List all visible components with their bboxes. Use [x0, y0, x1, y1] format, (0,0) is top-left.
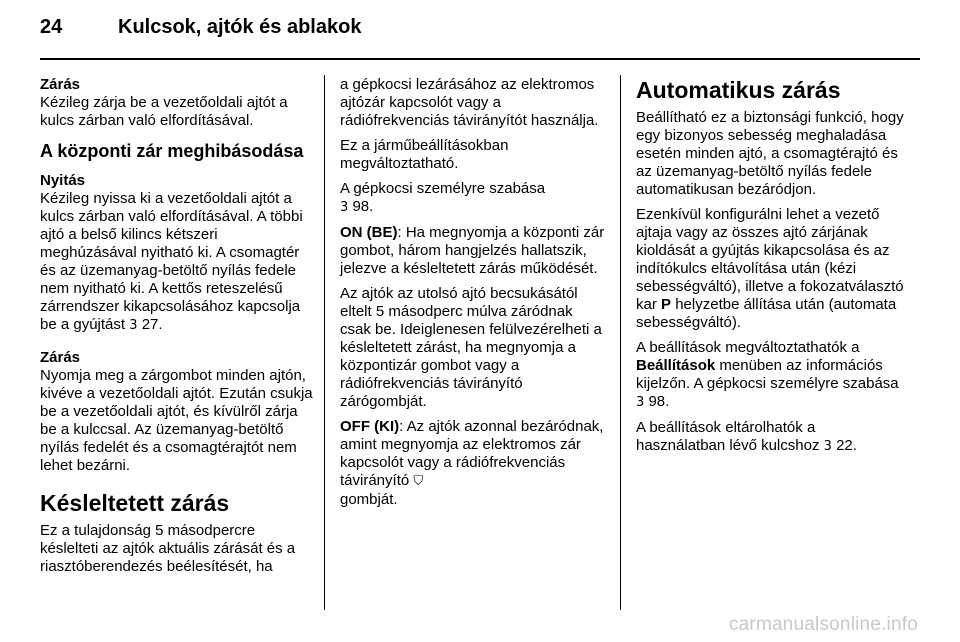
- paragraph-nyitas: [40, 190, 315, 335]
- section-heading-delayed-lock: Késleltetett zárás: [40, 490, 230, 516]
- paragraph-key-storage: [636, 419, 906, 456]
- paragraph-settings-note: Ez a járműbeállításokban megváltoztatható.: [340, 137, 509, 172]
- paragraph-delay-details: Az ajtók az utolsó ajtó becsukásától eltelt 5 másodperc múlva záródnak csak be. Ideiglenesen felülvezérelheti a késleltetett zárást, ha megnyomja a központizár gombot vagy a rádiófrekvenciás távirányító zárógombját.: [340, 285, 602, 410]
- paragraph-auto-lock-intro: Beállítható ez a biztonsági funkció, hogy egy bizonyos sebesség meghaladása esetén minden ajtó, a csomagtérajtó és az üzemanyag-betöltő nyílás fedele automatikusan bezáródjon.: [636, 109, 904, 198]
- paragraph-zaras-2: Nyomja meg a zárgombot minden ajtón, kivéve a vezetőoldali ajtót. Ezután csukja be a vezetőoldali ajtót, és kívülről zárja be a kulccsal. Az üzemanyag-betöltő nyílás fedelét és a csomagtérajtót nem lehet bezárni.: [40, 367, 313, 474]
- column-3: [636, 76, 906, 463]
- page-title: Kulcsok, ajtók és ablakok: [118, 16, 362, 38]
- page-ref[interactable]: 22.: [836, 437, 857, 454]
- subheading-zaras: Zárás: [40, 76, 81, 93]
- page-ref-arrow-icon: 3: [340, 200, 349, 215]
- paragraph-personalization-ref: [340, 180, 605, 217]
- watermark: carmanualsonline.info: [728, 614, 918, 635]
- page-number: 24: [40, 16, 63, 38]
- page-ref-arrow-icon: 3: [636, 395, 645, 410]
- paragraph-delayed-intro: Ez a tulajdonság 5 másodpercre késlelteti az ajtók aktuális zárását és a riasztóberendezés beélesítését, ha: [40, 522, 296, 575]
- off-label: OFF (KI): [340, 418, 400, 435]
- page-ref[interactable]: 27.: [141, 316, 163, 333]
- paragraph-lock-switch: a gépkocsi lezárásához az elektromos ajtózár kapcsolót vagy a rádiófrekvenciás távirányítót használja.: [340, 76, 599, 129]
- unlock-text-b: helyzetbe állítása után (automata sebességváltó).: [636, 296, 897, 331]
- paragraph-off: [340, 418, 605, 509]
- personalization-text: A gépkocsi személyre szabása: [340, 180, 546, 197]
- on-text: : Ha megnyomja a központi zár gombot, három hangjelzés hallatszik, jelezve a késleltetett zárás működését.: [340, 224, 605, 277]
- column-2: [340, 76, 605, 516]
- section-heading-central-lock-failure: A központi zár meghibásodása: [40, 141, 304, 161]
- page-ref[interactable]: 98.: [648, 393, 670, 410]
- section-heading-auto-lock: Automatikus zárás: [636, 77, 841, 103]
- header-rule: [40, 58, 920, 60]
- key-storage-text: A beállítások eltárolhatók a használatban lévő kulcshoz: [636, 419, 820, 454]
- subheading-zaras-2: Zárás: [40, 349, 81, 366]
- remote-lock-icon: ⛉: [413, 474, 424, 489]
- off-tail: gombját.: [340, 491, 398, 508]
- column-divider-1: [324, 75, 325, 610]
- paragraph-zaras-manual: Kézileg zárja be a vezetőoldali ajtót a kulcs zárban való elfordításával.: [40, 94, 288, 129]
- paragraph-unlock-config: [636, 206, 906, 332]
- page-header: [40, 16, 361, 46]
- off-text: : Az ajtók azonnal bezáródnak, amint megnyomja az elektromos zár kapcsolót vagy a rádiófrekvenciás távirányító: [340, 418, 604, 489]
- settings-menu-label: Beállítások: [636, 357, 716, 374]
- settings-text-b: menüben az információs kijelzőn. A gépkocsi személyre szabása: [636, 357, 899, 392]
- nyitas-text: Kézileg nyissa ki a vezetőoldali ajtót a kulcs zárban való elfordításával. A többi ajtó a belső kilincs kétszeri meghúzásával nyitható ki. A csomagtér és az üzemanyag-betöltő nyílás fedele nem nyitható ki. A kettős reteszelésű zárrendszer kikapcsolásához kapcsolja be a gyújtást: [40, 190, 303, 333]
- page-ref-arrow-icon: 3: [823, 439, 832, 454]
- subheading-nyitas: Nyitás: [40, 172, 86, 189]
- column-divider-2: [620, 75, 621, 610]
- on-label: ON (BE): [340, 224, 398, 241]
- selector-p-label: P: [661, 296, 672, 313]
- settings-text-a: A beállítások megváltoztathatók a: [636, 339, 860, 356]
- unlock-text-a: Ezenkívül konfigurálni lehet a vezető ajtaja vagy az összes ajtó zárjának kioldását a gyújtás kikapcsolása és az indítókulcs eltávolítása után (kézi sebességváltó), illetve a fokozatválasztó kar: [636, 206, 904, 313]
- paragraph-on: [340, 224, 605, 278]
- page-ref[interactable]: 98.: [352, 198, 374, 215]
- column-1: [40, 76, 315, 583]
- paragraph-settings-menu: [636, 339, 906, 412]
- page-ref-arrow-icon: 3: [129, 318, 138, 333]
